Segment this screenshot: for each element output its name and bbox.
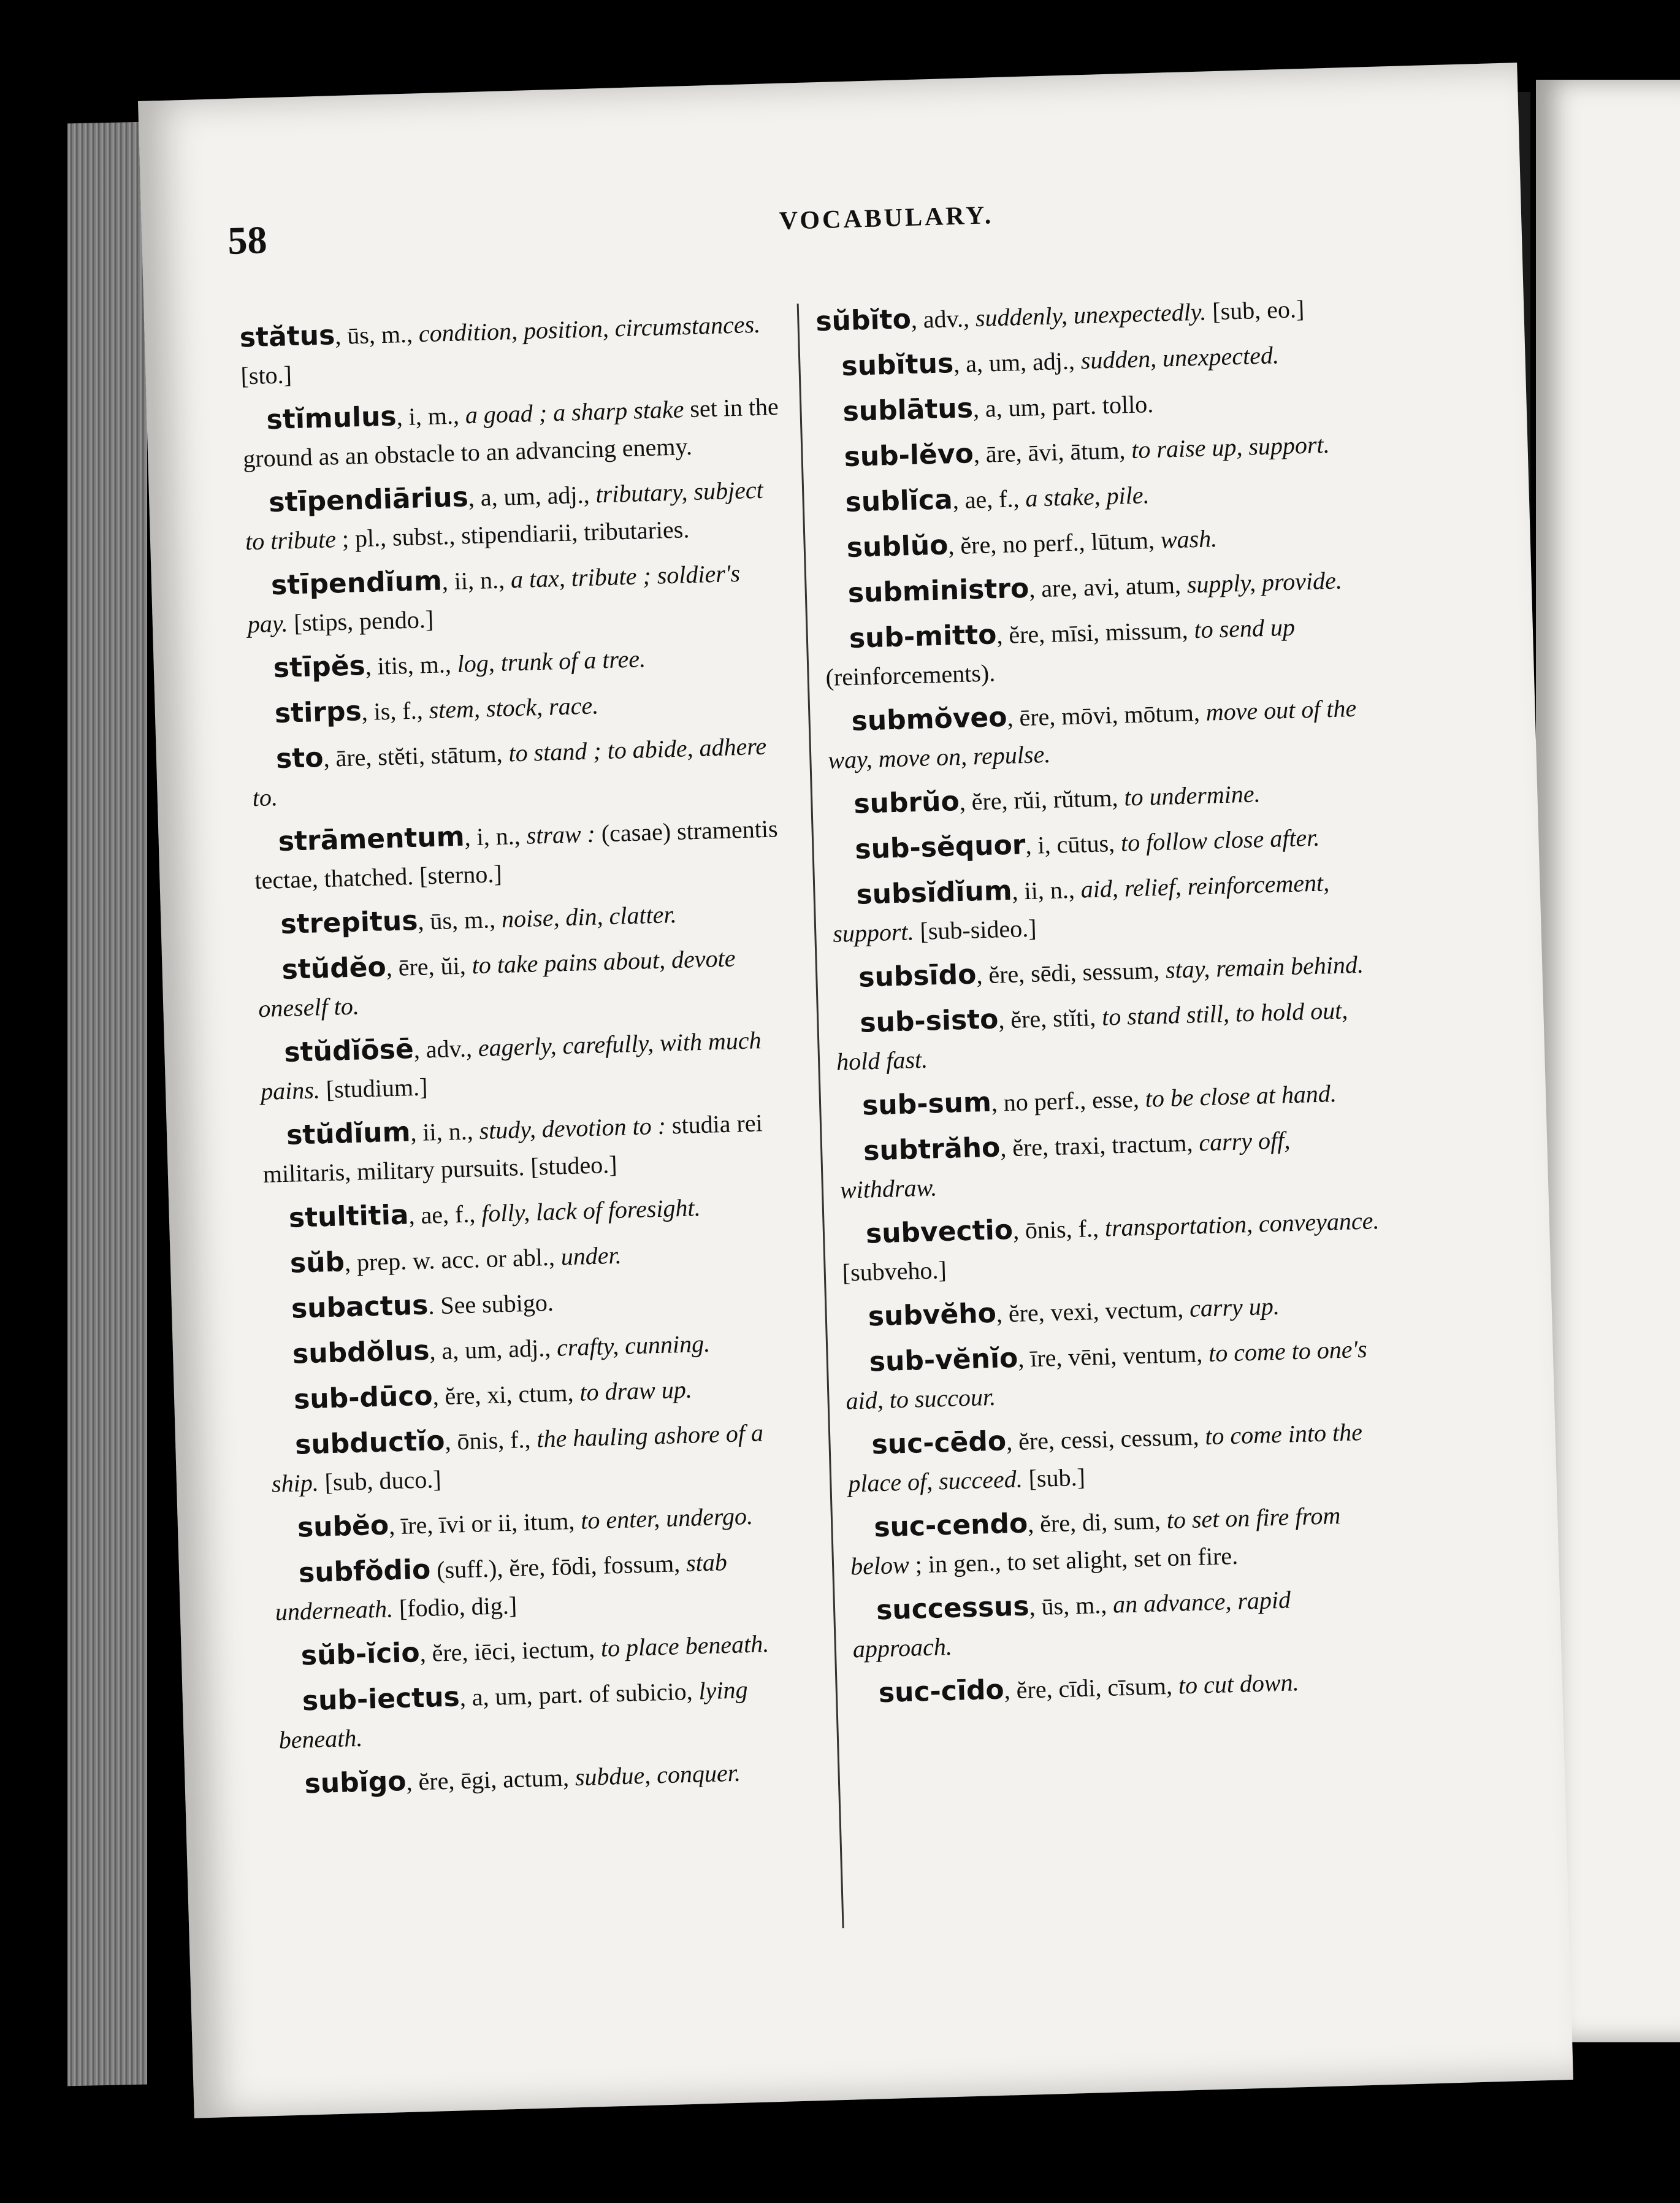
headword: sub-iectus [302, 1681, 460, 1717]
entry-grammar: , īre, vēni, ventum, [1017, 1339, 1209, 1373]
entry-grammar: , ĕre, no perf., lūtum, [947, 526, 1161, 560]
headword: subsīdo [858, 959, 977, 994]
dictionary-entry [256, 892, 796, 945]
entry-grammar: , a, um, adj., [468, 480, 597, 512]
dictionary-entry [269, 1366, 809, 1420]
entry-definition: under. [560, 1241, 622, 1271]
entry-definition: to draw up. [579, 1375, 693, 1406]
entry-definition: the hauling ashore of a ship. [271, 1419, 764, 1498]
entry-grammar: , ĕre, cīdi, cīsum, [1004, 1671, 1179, 1704]
headword: subductĭo [294, 1425, 446, 1461]
headword: subdŏlus [292, 1335, 430, 1370]
headword: subfŏdio [298, 1554, 431, 1589]
headword: stultitia [288, 1199, 410, 1234]
dictionary-entry [847, 1412, 1388, 1503]
headword: sublĭca [845, 484, 953, 519]
headword: sublŭo [846, 529, 949, 564]
entry-grammar: , ii, n., [410, 1117, 480, 1147]
entry-grammar: , ĕre, vexi, vectum, [996, 1294, 1190, 1328]
entry-grammar: , āre, stĕti, stātum, [323, 739, 510, 772]
dictionary-entry [259, 1020, 801, 1111]
headword: successus [876, 1590, 1030, 1626]
entry-note: [stips, pendo.] [287, 605, 434, 637]
dictionary-entry [829, 771, 1369, 824]
entry-definition: wash. [1160, 524, 1218, 554]
dictionary-entry [827, 688, 1368, 779]
dictionary-entry [851, 1577, 1392, 1668]
entry-grammar: , a, um, adj., [429, 1333, 557, 1365]
entry-definition: subdue, conquer. [575, 1758, 741, 1791]
entry-definition: to set on fire from below [850, 1501, 1341, 1580]
dictionary-entry [244, 470, 785, 561]
entry-definition: transportation, conveyance. [1104, 1206, 1380, 1242]
entry-definition: to place beneath. [600, 1630, 769, 1662]
dictionary-entry [822, 515, 1362, 569]
entry-grammar: , ĕre, ēgi, actum, [405, 1763, 576, 1796]
headword: stirps [274, 695, 362, 730]
entry-definition: to come into the place of, succeed. [847, 1418, 1363, 1498]
entry-definition: to follow close after. [1120, 823, 1320, 857]
entry-note: subigo. [481, 1288, 554, 1319]
headword: suc-cēdo [871, 1425, 1007, 1461]
headword: subvĕho [868, 1297, 997, 1333]
dictionary-entry [830, 816, 1370, 870]
entry-definition: crafty, cunning. [556, 1329, 711, 1362]
headword: subĭtus [841, 348, 954, 383]
headword: sto [275, 741, 324, 775]
entry-grammar: , a, um, part. [972, 391, 1103, 423]
dictionary-entry [257, 937, 798, 1028]
dictionary-entry [265, 1230, 805, 1284]
entry-definition: a stake, pile. [1025, 481, 1150, 512]
entry-grammar: . See [427, 1290, 483, 1320]
dictionary-entry [246, 553, 787, 643]
entry-definition: to stand ; to abide, adhere to. [252, 732, 767, 812]
entry-grammar: , i, n., [464, 821, 527, 851]
entry-definition: to raise up, support. [1131, 430, 1331, 464]
entry-grammar: , adv., [911, 304, 976, 334]
entry-definition: supply, provide. [1186, 566, 1343, 599]
headword: sub-sum [861, 1086, 992, 1122]
dictionary-entry [250, 681, 790, 734]
headword: subvectio [865, 1214, 1014, 1250]
headword: sub-lĕvo [843, 438, 974, 473]
headword: stătus [239, 320, 335, 354]
headword: suc-cendo [873, 1508, 1028, 1544]
entry-grammar: , a, um, part. of subicio, [459, 1677, 700, 1712]
entry-grammar: , ae, f., [952, 484, 1026, 515]
dictionary-entry [277, 1668, 819, 1759]
dictionary-entry [266, 1276, 806, 1329]
page-header [227, 186, 1369, 274]
headword: subtrăho [863, 1132, 1001, 1167]
dictionary-entry [843, 1284, 1383, 1337]
entry-grammar: , ĕre, mīsi, missum, [996, 616, 1195, 649]
entry-note: ; in gen., to set alight, set on fire. [909, 1541, 1239, 1579]
entry-grammar: , ēre, ŭi, [386, 951, 473, 982]
entry-grammar: (suff.), ĕre, fōdi, fossum, [430, 1549, 687, 1584]
entry-note: [studium.] [319, 1073, 428, 1104]
headword: strepitus [280, 905, 419, 941]
entry-grammar: , ĕre, iēci, iectum, [419, 1634, 601, 1668]
headword: sublātus [842, 393, 974, 428]
headword: strāmentum [278, 821, 465, 858]
dictionary-entry [261, 1102, 803, 1193]
headword: sŭbĭto [815, 303, 912, 338]
page-edge-stack [67, 122, 147, 2086]
entry-note: [sub.] [1021, 1463, 1086, 1493]
headword: stŭdĭōsē [283, 1033, 414, 1068]
headword: sub-mitto [849, 619, 998, 654]
entry-definition: folly, lack of foresight. [481, 1193, 701, 1228]
headword: sub-sĕquor [854, 829, 1026, 865]
dictionary-entry [841, 1201, 1382, 1292]
entry-grammar: , ēre, mōvi, mōtum, [1006, 698, 1207, 732]
entry-definition: to stand still, to hold out, hold fast. [836, 996, 1348, 1076]
entry-definition: to take pains about, devote oneself to. [258, 944, 736, 1023]
entry-definition: aid, relief, reinforcement, support. [832, 868, 1330, 948]
dictionary-entry [276, 1623, 816, 1676]
dictionary-entry [267, 1321, 808, 1374]
page-number: 58 [227, 218, 268, 262]
entry-grammar: , ii, n., [1011, 875, 1082, 905]
entry-definition: to be close at hand. [1145, 1079, 1337, 1113]
entry-grammar: , are, avi, atum, [1028, 570, 1188, 603]
entry-definition: tributary, subject to tribute [245, 475, 764, 556]
dictionary-entry [831, 862, 1373, 952]
dictionary-entry [819, 424, 1359, 478]
headword: subsĭdĭum [855, 875, 1013, 911]
dictionary-entry [835, 990, 1376, 1081]
entry-definition: stem, stock, race. [428, 691, 599, 724]
dictionary-entry [818, 379, 1358, 432]
entry-definition: straw : [526, 819, 596, 849]
entry-definition: stay, remain behind. [1165, 950, 1364, 984]
entry-grammar: , ūs, m., [417, 905, 502, 935]
dictionary-entry [844, 1329, 1386, 1420]
entry-grammar: , i, cūtus, [1025, 829, 1121, 860]
headword: sub-sisto [859, 1003, 999, 1039]
dictionary-entry [273, 1540, 815, 1631]
entry-definition: to enter, undergo. [580, 1501, 754, 1534]
dictionary-entry [817, 334, 1357, 387]
entry-note: [sub, eo.] [1205, 295, 1305, 326]
headword: stĭmulus [265, 400, 397, 436]
dictionary-entry [253, 809, 795, 900]
entry-definition: to come to one's aid, to succour. [845, 1335, 1368, 1415]
entry-note: [sub-sideo.] [913, 914, 1037, 946]
entry-grammar: , ĕre, traxi, tractum, [999, 1128, 1200, 1162]
dictionary-entry [823, 561, 1363, 614]
entry-definition: suddenly, unexpectedly. [975, 297, 1207, 332]
headword: stīpĕs [273, 650, 366, 684]
dictionary-entry [272, 1495, 812, 1548]
dictionary-entry [837, 1073, 1377, 1126]
book-page [138, 63, 1573, 2118]
dictionary-entry [834, 944, 1374, 998]
entry-definition: eagerly, carefully, with much pains. [260, 1026, 762, 1106]
entry-definition: move out of the way, move on, repulse. [827, 694, 1357, 774]
entry-grammar: , ĕre, rŭi, rŭtum, [959, 783, 1125, 816]
entry-note: (casae) stramentis tectae, thatched. [sterno.] [254, 814, 779, 895]
dictionary-entry [242, 387, 783, 478]
dictionary-entry [824, 606, 1365, 697]
entry-grammar: , a, um, adj., [953, 347, 1082, 378]
headword: stīpendiārius [268, 481, 469, 519]
headword: stŭdĕo [281, 951, 387, 986]
entry-definition: to cut down. [1178, 1668, 1300, 1699]
dictionary-entry [853, 1660, 1394, 1714]
entry-note: [sub, duco.] [318, 1465, 442, 1496]
entry-grammar: , i, m., [395, 401, 466, 431]
dictionary-entry [280, 1751, 820, 1804]
entry-note: [sto.] [240, 361, 292, 390]
headword: stŭdĭum [286, 1116, 411, 1151]
right-column [815, 288, 1394, 1721]
running-head: VOCABULARY. [779, 201, 994, 236]
entry-definition: log, trunk of a tree. [457, 645, 646, 678]
entry-grammar: , ōnis, f., [444, 1425, 538, 1455]
entry-grammar: , ii, n., [441, 565, 511, 596]
dictionary-entry [239, 304, 781, 395]
entry-grammar: , itis, m., [365, 649, 458, 680]
entry-definition: to undermine. [1123, 780, 1261, 811]
entry-definition: stab underneath. [275, 1548, 728, 1626]
entry-note: studia rei militaris, military pursuits. [studeo.] [262, 1109, 763, 1188]
entry-grammar: , ūs, m., [334, 320, 419, 350]
dictionary-entry [248, 635, 788, 689]
entry-definition: carry up. [1189, 1292, 1280, 1322]
headword: submŏveo [850, 701, 1008, 737]
entry-grammar: , ae, f., [408, 1200, 482, 1230]
entry-definition: study, devotion to : [478, 1111, 666, 1145]
dictionary-entry [270, 1412, 811, 1503]
headword: sŭb-ĭcio [300, 1637, 421, 1672]
entry-definition: an advance, rapid approach. [852, 1585, 1291, 1663]
dictionary-entry [820, 470, 1361, 523]
headword: subactus [291, 1289, 429, 1325]
headword: sub-vĕnĭo [869, 1342, 1018, 1378]
entry-note: ; pl., subst., stipendiarii, tributaries. [335, 515, 690, 553]
dictionary-entry [264, 1185, 804, 1238]
entry-grammar: , ĕre, cessi, cessum, [1006, 1422, 1205, 1456]
headword: subrŭo [853, 786, 960, 820]
entry-note: set in the ground as an obstacle to an advancing enemy. [242, 393, 779, 473]
entry-definition: to send up [1193, 613, 1296, 644]
entry-grammar: , ōnis, f., [1012, 1214, 1105, 1244]
entry-note: [subveho.] [842, 1255, 947, 1287]
entry-grammar: , ĕre, sēdi, sessum, [976, 956, 1166, 989]
dictionary-entry [251, 726, 792, 817]
entry-definition: sudden, unexpected. [1080, 341, 1280, 375]
headword: sub-dūco [293, 1380, 433, 1416]
entry-grammar: , āre, āvi, ātum, [973, 435, 1132, 469]
headword: subministro [847, 572, 1029, 609]
entry-grammar: , is, f., [361, 696, 430, 726]
dictionary-entry [815, 288, 1356, 342]
headword: sŭb [289, 1246, 345, 1279]
entry-note: [fodio, dig.] [392, 1591, 517, 1623]
entry-definition: carry off, withdraw. [839, 1126, 1291, 1204]
dictionary-entry [849, 1495, 1391, 1585]
entry-definition: a tax, tribute ; soldier's pay. [247, 559, 741, 638]
entry-grammar: , ĕre, di, sum, [1027, 1506, 1167, 1538]
entry-definition: a goad ; a sharp stake [465, 395, 684, 429]
entry-note: tollo. [1102, 389, 1154, 420]
entry-definition: condition, position, circumstances. [418, 310, 761, 348]
entry-definition: noise, din, clatter. [501, 900, 678, 933]
entry-grammar: , īre, īvi or ii, itum, [388, 1506, 581, 1540]
entry-grammar: , no perf., esse, [991, 1084, 1146, 1117]
entry-grammar: , prep. w. acc. or abl., [344, 1243, 562, 1277]
entry-grammar: , adv., [413, 1034, 479, 1064]
headword: subĕo [297, 1509, 389, 1544]
entry-note: (reinforcements). [825, 659, 996, 692]
entry-grammar: , ūs, m., [1028, 1590, 1113, 1621]
entry-grammar: , ĕre, xi, ctum, [432, 1378, 581, 1411]
entry-grammar: , ĕre, stĭti, [998, 1003, 1102, 1034]
headword: subĭgo [304, 1765, 407, 1800]
headword: suc-cīdo [878, 1674, 1005, 1709]
entry-definition: lying beneath. [278, 1676, 749, 1754]
headword: stīpendĭum [270, 565, 443, 602]
dictionary-entry [838, 1118, 1380, 1209]
left-column [239, 304, 820, 1812]
